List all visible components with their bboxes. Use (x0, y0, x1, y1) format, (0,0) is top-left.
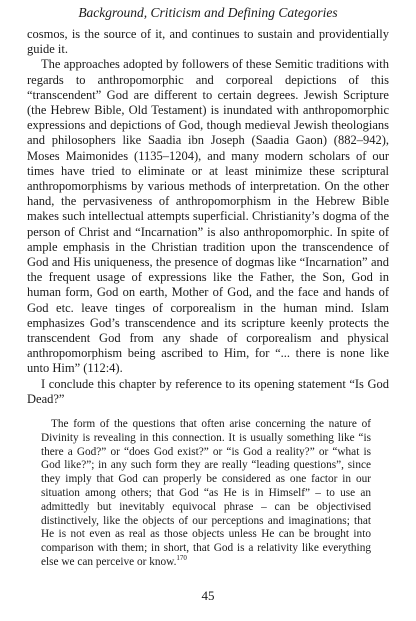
footnote-reference: 170 (176, 554, 187, 563)
running-head: Background, Criticism and Defining Categories (78, 5, 338, 20)
block-quote-paragraph (41, 418, 371, 570)
paragraph-anthropomorphism: The approaches adopted by followers of these Semitic traditions with regards to anthropomorphic and corporeal depictions of this “transcendent” God are different to certain degrees. Jewish Scripture (the Hebrew Bible, Old Testament) is inundated with anthropomorphic expressions and depictions of God, though medieval Jewish theologians and philosophers like Saadia ibn Joseph (Saadia Gaon) (882–942), Moses Maimonides (1135–1204), and many modern scholars of our times have tried to eliminate or at least minimize these scriptural anthropomorphisms by various methods of interpretation. On the other hand, the pervasiveness of anthropomorphism in the Hebrew Bible makes such intellectual attempts superficial. Christianity’s dogma of the person of Christ and “Incarnation” is also anthropomorphic. In spite of ample emphasis in the Christian tradition upon the transcendence of God and His uniqueness, the presence of dogmas like “Incarnation” and the frequent usage of expressions like the Father, the Son, God in human form, God on earth, Mother of God, and the face and hands of God etc. leave tinges of corporealism in the human mind. Islam emphasizes God’s transcendence and its scripture keenly protects the transcendent God from any shade of corporealism and physical anthropomorphism being ascribed to Him, for “... there is none like unto Him” (112:4). (27, 57, 389, 376)
page-number: 45 (201, 588, 215, 603)
body-text (27, 27, 389, 407)
block-quote (41, 418, 371, 570)
paragraph-conclusion: I conclude this chapter by reference to its opening statement “Is God Dead?” (27, 376, 389, 406)
paragraph-continuation: cosmos, is the source of it, and continues to sustain and providentially guide it. (27, 27, 389, 57)
block-quote-text: The form of the questions that often arise concerning the nature of Divinity is revealing in this connection. It is usually something like “is there a God?” or “does God exist?” or “is God a reality?” or “what is God like?”; in any such form they are really “leading questions”, since they imply that God can properly be considered as one factor in our situation among others; that God “as He is in Himself” – to use an admittedly but inevitably equivocal phrase – can be objectivised distinctively, like the objects of our perceptions and imaginations; that He is not even as real as those objects unless He can be brought into comparison with them; in short, that God is a relativity like everything else we can perceive or know. (41, 418, 371, 568)
